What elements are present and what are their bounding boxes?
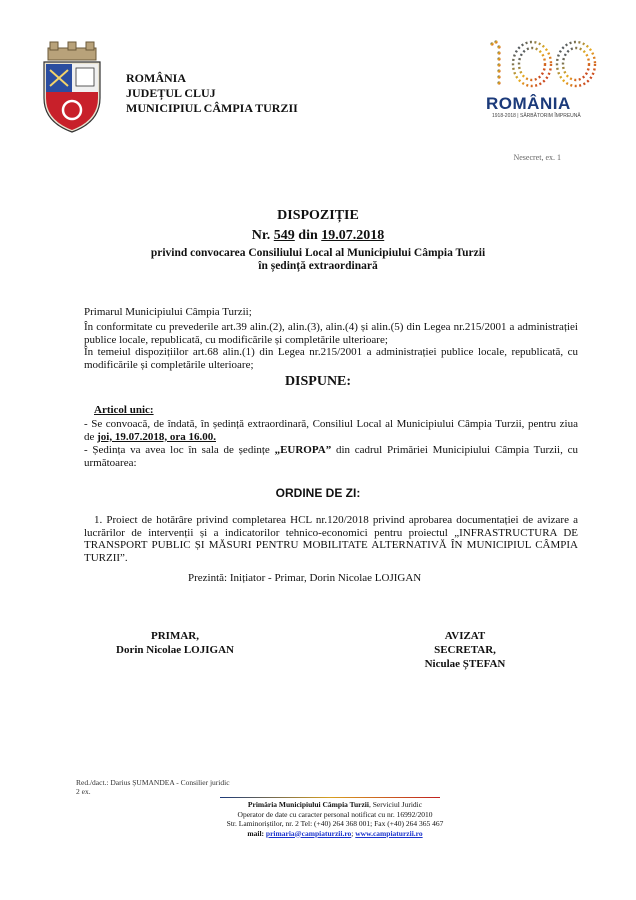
drafter-line: Red./dact.: Darius ȘUMANDEA - Consilier juridic xyxy=(76,778,230,787)
city-coat-of-arms xyxy=(40,40,104,134)
meeting-datetime: joi, 19.07.2018, ora 16.00. xyxy=(97,430,216,443)
copies-line: 2 ex. xyxy=(76,787,91,796)
footer-dept: , Serviciul Juridic xyxy=(368,800,423,809)
footer-operator: Operator de date cu caracter personal notificat cu nr. 16992/2010 xyxy=(237,809,433,819)
drafter-info xyxy=(76,778,230,796)
mayor-name: Dorin Nicolae LOJIGAN xyxy=(116,644,234,656)
document-subject: privind convocarea Consiliului Local al Municipiului Câmpia Turzii în ședință extraordinară xyxy=(150,247,486,272)
meeting-room: „EUROPA” xyxy=(274,444,332,456)
logo-title: ROMÂNIA xyxy=(486,94,571,113)
document-type: DISPOZIȚIE xyxy=(277,208,359,223)
footer-contact xyxy=(170,829,500,839)
number-prefix: Nr. xyxy=(251,228,274,243)
header-municipality: MUNICIPIUL CÂMPIA TURZII xyxy=(126,101,298,115)
secretary-name: Niculae ȘTEFAN xyxy=(424,658,506,670)
document-number-line xyxy=(0,228,636,244)
issuer-header xyxy=(126,71,298,116)
logo-subtitle: 1918-2018 | SĂRBĂTORIM ÎMPREUNĂ xyxy=(492,113,581,119)
preamble-legal-basis: În temeiul dispozițiilor art.68 alin.(1) din Legea nr.215/2001 a administrației publice locale, republicată, cu modificările și completările ulterioare; xyxy=(84,346,578,371)
article-heading: Articol unic: xyxy=(94,404,154,416)
document-date: 19.07.2018 xyxy=(321,228,385,243)
footer-address: Str. Laminoriștilor, nr. 2 Tel: (+40) 264 368 001; Fax (+40) 264 365 467 xyxy=(226,819,444,828)
convocation-paragraph xyxy=(84,418,578,443)
footer-org-line xyxy=(170,800,500,810)
mayor-role: PRIMAR, xyxy=(151,630,199,642)
meeting-location-paragraph xyxy=(84,444,578,469)
header-county: JUDEȚUL CLUJ xyxy=(126,86,216,100)
secretary-role: SECRETAR, xyxy=(434,644,496,656)
agenda-presenter: Prezintă: Inițiator - Primar, Dorin Nicolae LOJIGAN xyxy=(188,572,422,584)
footer-separator: ; xyxy=(351,828,356,838)
romania-centenary-logo xyxy=(480,38,605,123)
mayor-signature-block xyxy=(95,629,255,657)
location-text-pre: - Ședința va avea loc în sala de ședințe xyxy=(84,444,275,456)
secretary-signature-block xyxy=(400,629,530,671)
footer-mail-label: mail: xyxy=(247,828,266,838)
date-connector: din xyxy=(294,228,322,243)
footer xyxy=(170,800,500,838)
header-country: ROMÂNIA xyxy=(126,71,186,85)
location-text-post: din cadrul Primăriei Municipiului Câmpia Turzii, cu următoarea: xyxy=(84,444,578,469)
endorsed-label: AVIZAT xyxy=(444,630,486,642)
preamble-mayor: Primarul Municipiului Câmpia Turzii; xyxy=(84,306,252,318)
convocation-text: - Se convoacă, de îndată, în ședință extraordinară, Consiliul Local al Municipiului Câmpia Turzii, pentru ziua de xyxy=(84,418,578,443)
preamble-compliance: În conformitate cu prevederile art.39 alin.(2), alin.(3), alin.(4) și alin.(5) din Legea nr.215/2001 a administrației publice locale, republicată, cu modificările și completările ulterioare; xyxy=(84,321,578,346)
document-number: 549 xyxy=(273,228,295,243)
footer-divider xyxy=(220,797,440,798)
footer-org: Primăria Municipiului Câmpia Turzii xyxy=(247,800,369,809)
footer-email-link[interactable]: primaria@campiaturzii.ro xyxy=(265,828,352,838)
agenda-heading: ORDINE DE ZI: xyxy=(275,486,361,500)
agenda-item-1: 1. Proiect de hotărâre privind completarea HCL nr.120/2018 privind aprobarea documentației de avizare a lucrărilor de intervenții și a indicatorilor tehnico-economici pentru proiectul „INFRASTRUCTURA DE TRANSPORT PUBLIC ȘI MĂSURI PENTRU MOBILITATE ALTERNATIVĂ ÎN MUNICIPIUL CÂMPIA TURZII”. xyxy=(84,514,578,564)
footer-website-link[interactable]: www.campiaturzii.ro xyxy=(355,828,423,838)
classification-label: Nesecret, ex. 1 xyxy=(513,153,561,162)
dispune-heading: DISPUNE: xyxy=(284,374,352,389)
